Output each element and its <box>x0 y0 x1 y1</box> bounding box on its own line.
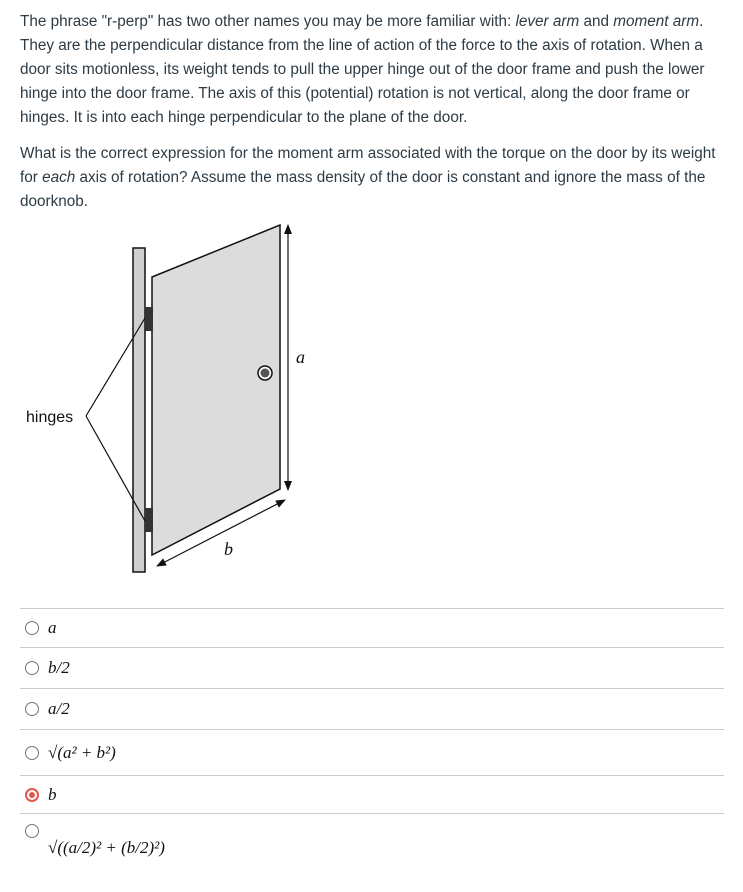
answer-label: a/2 <box>48 699 70 718</box>
dimension-b-label: b <box>224 539 233 559</box>
upper-hinge <box>145 307 153 331</box>
door-panel <box>152 225 280 555</box>
lower-hinge <box>145 508 153 532</box>
radio-button-selected[interactable] <box>25 788 39 802</box>
answer-option-sqrt-a2-b2[interactable] <box>20 729 724 775</box>
question-text <box>20 10 728 226</box>
door-diagram <box>20 215 340 580</box>
answer-option-a-half[interactable] <box>20 688 724 729</box>
radio-button[interactable] <box>25 824 39 838</box>
dimension-a-label: a <box>296 347 305 367</box>
answer-label: b <box>48 784 57 804</box>
answer-label: √(a² + b²) <box>48 742 116 762</box>
answer-label: a <box>48 618 57 637</box>
hinges-label: hinges <box>26 409 74 426</box>
radio-button[interactable] <box>25 746 39 760</box>
answer-label: √((a/2)² + (b/2)²) <box>48 838 165 857</box>
question-paragraph-2: What is the correct expression for the moment arm associated with the torque on the door by its weight for each axis of rotation? Assume the mass density of the door is constant and ignore the mass of the doorknob. <box>20 145 716 210</box>
radio-button[interactable] <box>25 621 39 635</box>
answer-option-sqrt-half-squares[interactable] <box>20 813 724 875</box>
answer-label: b/2 <box>48 658 70 677</box>
answer-list <box>20 608 724 875</box>
answer-option-b[interactable] <box>20 775 724 813</box>
answer-option-b-half[interactable] <box>20 647 724 688</box>
radio-button[interactable] <box>25 661 39 675</box>
question-paragraph-1: The phrase "r-perp" has two other names you may be more familiar with: lever arm and moment arm. They are the perpendicular distance from the line of action of the force to the axis of rotation. When a door sits motionless, its weight tends to pull the upper hinge out of the door frame and push the lower hinge into the door frame. The axis of this (potential) rotation is not vertical, along the door frame or hinges. It is into each hinge perpendicular to the plane of the door. <box>20 13 705 126</box>
radio-button[interactable] <box>25 702 39 716</box>
answer-option-a[interactable] <box>20 608 724 647</box>
door-frame <box>133 248 145 572</box>
